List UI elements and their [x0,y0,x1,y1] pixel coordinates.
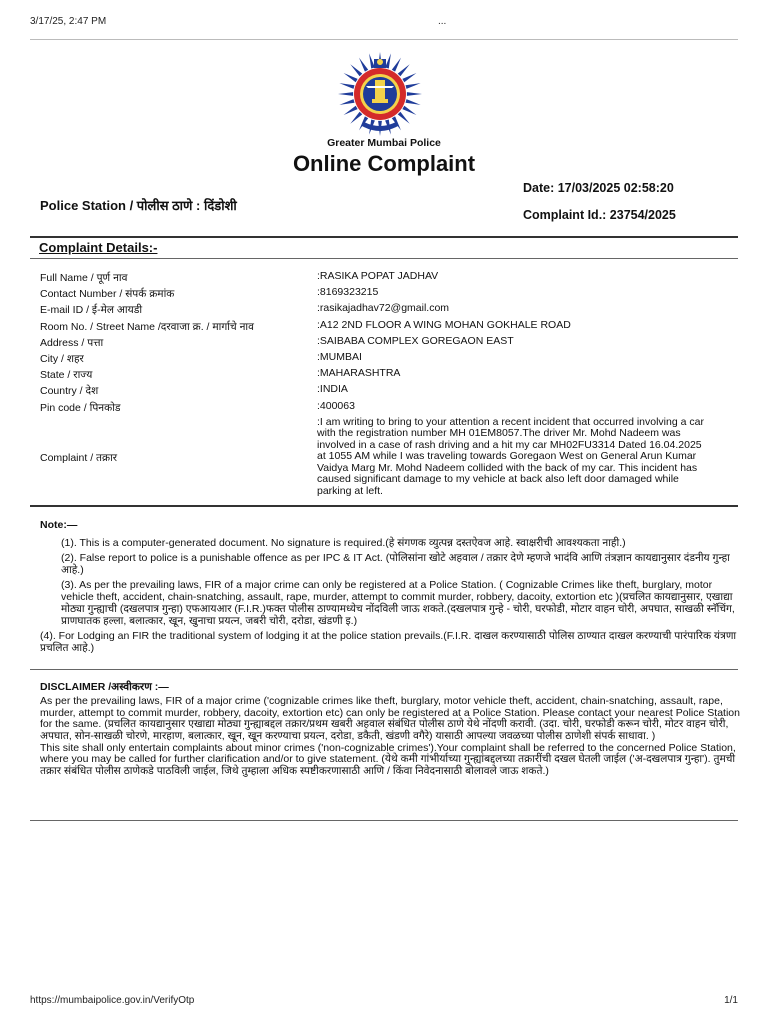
detail-label: Full Name / पूर्ण नाव [40,272,128,284]
print-header-divider [30,39,738,40]
detail-row-full-name [40,271,740,287]
complaint-line: Vaidya Marg Mr. Mohd Nadeem collided with the back of my car. This incident has [317,461,698,474]
detail-value: :SAIBABA COMPLEX GOREGAON EAST [317,334,514,347]
complaint-line: with the registration number MH 01EM8057.The driver Mr. Mohd Nadeem was [317,427,681,440]
detail-row-country [40,384,740,400]
detail-label: City / शहर [40,352,84,365]
detail-row-address [40,336,740,352]
complaint-line: involved in a case of rash driving and a hit my car MH02FU3314 Dated 16.04.2025 [317,438,702,451]
note-heading: Note:— [40,519,78,531]
detail-value: :MAHARASHTRA [317,367,401,380]
detail-row-street [40,320,740,336]
page-number: 1/1 [724,995,738,1006]
section-divider [30,258,738,259]
detail-row-state [40,368,740,384]
detail-row-pincode [40,401,740,417]
police-station: Police Station / पोलीस ठाणे : दिंडोशी [40,198,237,213]
disclaimer-divider [30,820,738,821]
detail-value: :MUMBAI [317,350,362,363]
detail-value: :RASIKA POPAT JADHAV [317,270,439,282]
disclaimer-paragraph: As per the prevailing laws, FIR of a major crime ('cognizable crimes like theft, burglary, motor vehicle theft, accident, chain-snatching, assault, rape, murder, attempt to commit murder, robbery, dacoity, extortion etc) can only be registered at a Police Station. Please contact your nearest Police Station for the same. (प्रचलित कायद्यानुसार एखाद्या मोठ्या गुन्ह्याबद्दल तक्रार/प्रथम खबरी अहवाल संबंधित पोलीस ठाणे येथे नोंदणी करावी. (उदा. चोरी, घरफोडी करून चोरी, मोटर वाहन चोरी, अपघात, सोन-साखळी चोरणे, मारहाण, बलात्कार, खून, खून करण्याचा प्रयत्न, दरोडा, डकैती, खंडणी वगैरे) यासाठी आपल्या जवळच्या पोलीस ठाणेशी संपर्क साधावा. ) [40,695,740,742]
detail-value: :8169323215 [317,286,379,299]
note-item: (1). This is a computer-generated document. No signature is required.(हे संगणक व्युत्पन्न दस्तऐवज आहे. स्वाक्षरीची आवश्यकता नाही.) [61,537,626,549]
complaint-details [40,271,740,497]
detail-label: Contact Number / संपर्क क्रमांक [40,288,175,301]
disclaimer-section [40,682,740,778]
page-title: Online Complaint [292,151,476,176]
detail-row-complaint [40,417,740,498]
detail-value: :A12 2ND FLOOR A WING MOHAN GOKHALE ROAD [317,318,571,331]
detail-value: :400063 [317,399,355,412]
details-divider [30,505,738,507]
detail-label: Pin code / पिनकोड [40,401,121,414]
detail-row-email [40,303,740,319]
detail-row-city [40,352,740,368]
page-url: https://mumbaipolice.gov.in/VerifyOtp [30,995,195,1006]
complaint-line: parking at left. [317,484,383,497]
complaint-line: caused significant damage to my vehicle at back also left door damaged while [317,473,679,486]
detail-label: E-mail ID / ई-मेल आयडी [40,304,143,317]
detail-value: :rasikajadhav72@gmail.com [317,302,450,315]
detail-label: Complaint / तक्रार [40,451,118,464]
complaint-id: Complaint Id.: 23754/2025 [523,208,676,222]
detail-label: State / राज्य [40,369,93,382]
complaint-text [317,417,740,498]
disclaimer-paragraph: This site shall only entertain complaints about minor crimes ('non-cognizable crimes').Your complaint shall be referred to the concerned Police Station, where you may be called for further clarification and/or to give statement. (येथे कमी गांभीर्याच्या गुन्ह्यांबद्दलच्या तक्रारींची दखल घेतली जाईल ('अ-दखलपात्र गुन्हा'). तुमची तक्रार संबंधित पोलीस ठाणेकडे पाठविली जाईल, जिथे तुम्हाला अधिक स्पष्टीकरणासाठी आणि / किंवा निवेदनासाठी बोलावले जाऊ शकते.) [40,742,736,777]
complaint-line: :I am writing to bring to your attention a recent incident that occurred involving a car [317,415,704,428]
complaint-date: Date: 17/03/2025 02:58:20 [523,181,674,195]
header-divider [30,236,738,238]
note-item: (3). As per the prevailing laws, FIR of a major crime can only be registered at a Police Station. ( Cognizable Crimes like theft, burglary, motor vehicle theft, accident, chain-snatching, assault, rape, murder, attempt to commit murder, robbery, dacoity, extortion etc )(प्रचलित कायद्यानुसार, एखाद्या मोठ्या गुन्ह्याची (दखलपात्र गुन्हा) एफआयआर (F.I.R.)फक्त पोलीस ठाण्यामध्येच नोंदविली जाऊ शकते.(दखलपात्र गुन्हे - चोरी, घरफोडी, मोटार वाहन चोरी, अपघात, साखळी स्नॅचिंग, प्राणघातक हल्ला, बलात्कार, खून, खुनाचा प्रयत्न, जबरी चोरी, दरोडा, खंडणी इ.) [61,579,735,627]
note-divider [30,669,738,670]
detail-label: Room No. / Street Name /दरवाजा क्र. / मार्गाचे नाव [40,320,254,333]
complaint-line: at 1055 AM while I was traveling towards Goregaon West on General Arun Kumar [317,450,697,463]
disclaimer-heading: DISCLAIMER /अस्वीकरण :— [40,681,169,693]
detail-label: Country / देश [40,385,99,398]
note-item: (2). False report to police is a punishable offence as per IPC & IT Act. (पोलिसांना खोटे अहवाल / तक्रार देणे म्हणजे भादंवि आणि तंत्रज्ञान कायद्यानुसार दंडनीय गुन्हा आहे.) [61,552,730,576]
police-emblem-icon [334,50,426,138]
note-section [40,519,740,657]
detail-row-contact [40,287,740,303]
print-datetime: 3/17/25, 2:47 PM [30,16,107,27]
detail-value: :INDIA [317,383,348,396]
detail-label: Address / पत्ता [40,336,104,349]
print-dots: ... [438,16,447,27]
section-title: Complaint Details:- [39,240,158,255]
note-item: (4). For Lodging an FIR the traditional system of lodging it at the police station prevails.(F.I.R. दाखल करण्यासाठी पोलिस ठाण्यात दाखल करण्याची पारंपारिक यंत्रणा प्रचलित आहे.) [40,630,737,654]
organization-name: Greater Mumbai Police [327,137,441,149]
